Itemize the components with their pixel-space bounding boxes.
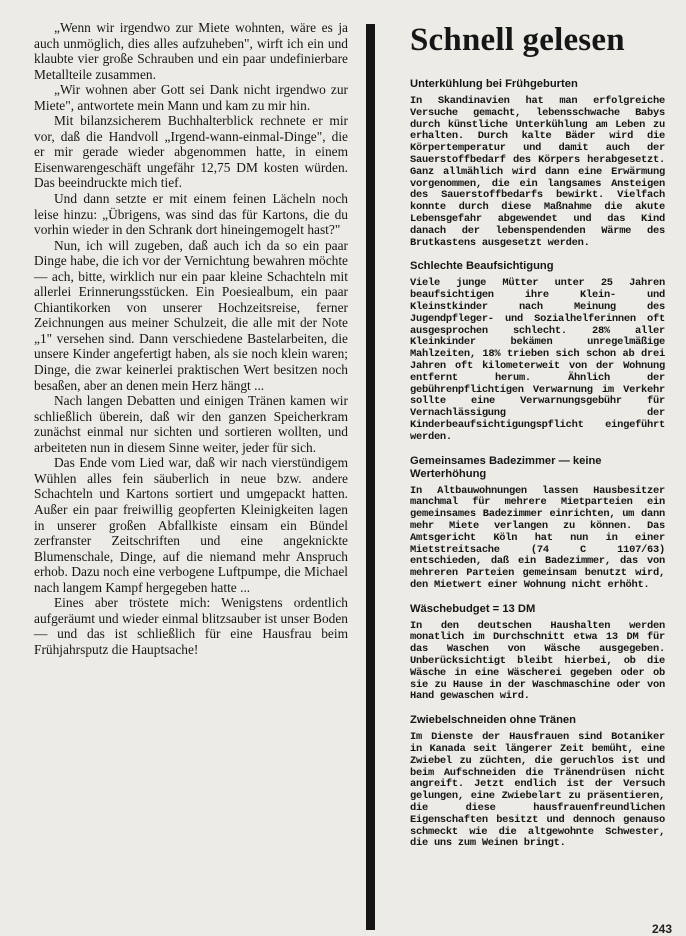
news-column	[410, 20, 665, 861]
news-item-text: Viele junge Mütter unter 25 Jahren beaufsichtigen ihre Klein- und Kleinstkinder nach Meinung des Jugendpfleger- und Sozialhelferinnen oft ausgesprochen schlecht. 28% aller Kleinkinder bekämen unregelmäßige Mahlzeiten, 18% trieben sich schon ab drei Jahren oft kilometerweit von der Wohnung entfernt herum. Ähnlich der gebührenpflichtigen Verwarnung im Verkehr sollte eine Verwarnungsgebühr für Vernachlässigung der Kinderbeaufsichtigungspflicht eingeführt werden.	[410, 277, 665, 443]
news-item-heading: Unterkühlung bei Frühgeburten	[410, 78, 578, 90]
news-item-text: In Skandinavien hat man erfolgreiche Versuche gemacht, lebensschwache Babys durch künstliche Unterkühlung am Leben zu erhalten. Durch kalte Bäder wird die Körpertemperatur und damit auch der Sauerstoffbedarf des Körpers herabgesetzt. Ganz allmählich wird dann eine Erwärmung vorgenommen, die ein langsames Ansteigen des Sauerstoffbedarfs bewirkt. Vielfach konnte durch diese Maßnahme die akute Lebensgefahr abgewendet und das Kind danach der lebenspendenden Wärme des Brutkastens ausgesetzt werden.	[410, 95, 665, 249]
news-item-heading: Wäschebudget = 13 DM	[410, 602, 536, 615]
story-paragraph: Nach langen Debatten und einigen Tränen kamen wir schließlich überein, daß wir den ganzen Speicherkram zunächst einmal nur sichten und sortieren wollten, und arbeiteten nun in diesem Sinne weiter, jeder für sich.	[34, 393, 348, 455]
news-item	[410, 603, 665, 704]
story-paragraph: „Wenn wir irgendwo zur Miete wohnten, wäre es ja auch unmöglich, dies alles aufzuheben", wirft ich ein und klaubte vier große Schrauben und ein paar undefinierbare Metallteile zusammen.	[34, 20, 348, 82]
news-item	[410, 455, 665, 592]
column-divider	[366, 24, 375, 930]
news-item-heading: Zwiebelschneiden ohne Tränen	[410, 714, 576, 727]
story-paragraph: Nun, ich will zugeben, daß auch ich da so ein paar Dinge habe, die ich vor der Vernichtung bewahren möchte — ach, bitte, wirklich nur ein paar kleine Schachteln mit allerlei Erinnerungsstücken. Ein Poesiealbum, ein paar Chiantikorken von unserer Hochzeitsreise, ferner Zeichnungen aus meiner Schulzeit, die alle mit der Note „1" versehen sind. Dann verschiedene Bastelarbeiten, die unsere Kinder angefertigt haben, als sie noch klein waren; Dinge, die zwar keinerlei praktischen Wert besitzen noch besaßen, aber an denen mein Herz hängt ...	[34, 237, 348, 393]
page-number: 243	[651, 922, 672, 936]
story-paragraph: Das Ende vom Lied war, daß wir nach vierstündigem Wühlen alles fein säuberlich in neue bzw. andere Schachteln und Kartons sortiert und umgepackt hatten. Außer ein paar freiwillig geopferten Kleinigkeiten lagen in unserer großen Abfallkiste einsam ein Bündel zerfranster Zeitschriften und eine angeknickte Blumenschale, Dinge, auf die niemand mehr Anspruch erhob. Dazu noch eine verbogene Luftpumpe, die Michael nach langem Kampf hergegeben hatte ...	[34, 455, 348, 595]
story-paragraph: „Wir wohnen aber Gott sei Dank nicht irgendwo zur Miete", antwortete mein Mann und kam zu mir hin.	[34, 82, 348, 113]
story-column	[34, 20, 348, 657]
news-item-heading: Gemeinsames Badezimmer — keine Werterhöhung	[410, 454, 602, 480]
news-item-text: Im Dienste der Hausfrauen sind Botaniker in Kanada seit längerer Zeit bemüht, eine Zwiebel zu züchten, die geruchlos ist und beim Aufschneiden die Tränendrüsen nicht angreift. Jetzt endlich ist der Versuch gelungen, eine Zwiebelart zu präsentieren, die diese hausfrauenfreundlichen Eigenschaften besitzt und dennoch genauso schmeckt wie die altgewohnte Schwester, die uns zum Weinen bringt.	[410, 731, 665, 850]
news-item-heading: Schlechte Beaufsichtigung	[410, 260, 554, 273]
story-paragraph: Und dann setzte er mit einem feinen Lächeln noch leise hinzu: „Übrigens, was sind das für Kartons, die du vorhin wieder in den Schrank dort hineingemogelt hast?"	[34, 191, 348, 238]
news-item	[410, 78, 665, 249]
story-paragraph: Mit bilanzsicherem Buchhalterblick rechnete er mir vor, daß die Handvoll „Irgend-wann-einmal-Dinge", die er mir gerade wieder abgenommen hatte, in einem Eisenwarengeschäft ungefähr 12,75 DM kosten würden. Das beeindruckte mich tief.	[34, 113, 348, 191]
news-item	[410, 260, 665, 443]
news-item-text: In den deutschen Haushalten werden monatlich im Durchschnitt etwa 13 DM für das Waschen von Wäsche ausgegeben. Unberücksichtigt bleibt hierbei, ob die Wäsche in eine Wäscherei gegeben oder ob sie zu Hause in der Waschmaschine oder von Hand gewaschen wird.	[410, 619, 665, 703]
news-item-text: In Altbauwohnungen lassen Hausbesitzer manchmal für mehrere Mietparteien ein gemeinsames Badezimmer einrichten, um dann mehr Miete verlangen zu können. Das Amtsgericht Köln hat nun in einer Mietstreitsache (74 C 1107/63) entschieden, daß ein Badezimmer, das von mehreren Parteien gemeinsam benutzt wird, den Mietwert einer Wohnung nicht erhöht.	[410, 484, 665, 591]
section-title: Schnell gelesen	[410, 22, 625, 58]
story-paragraph: Eines aber tröstete mich: Wenigstens ordentlich aufgeräumt und wieder einmal blitzsauber ist unser Boden — und das ist schließlich für eine Hausfrau beim Frühjahrsputz die Hauptsache!	[34, 595, 348, 657]
news-item	[410, 714, 665, 850]
